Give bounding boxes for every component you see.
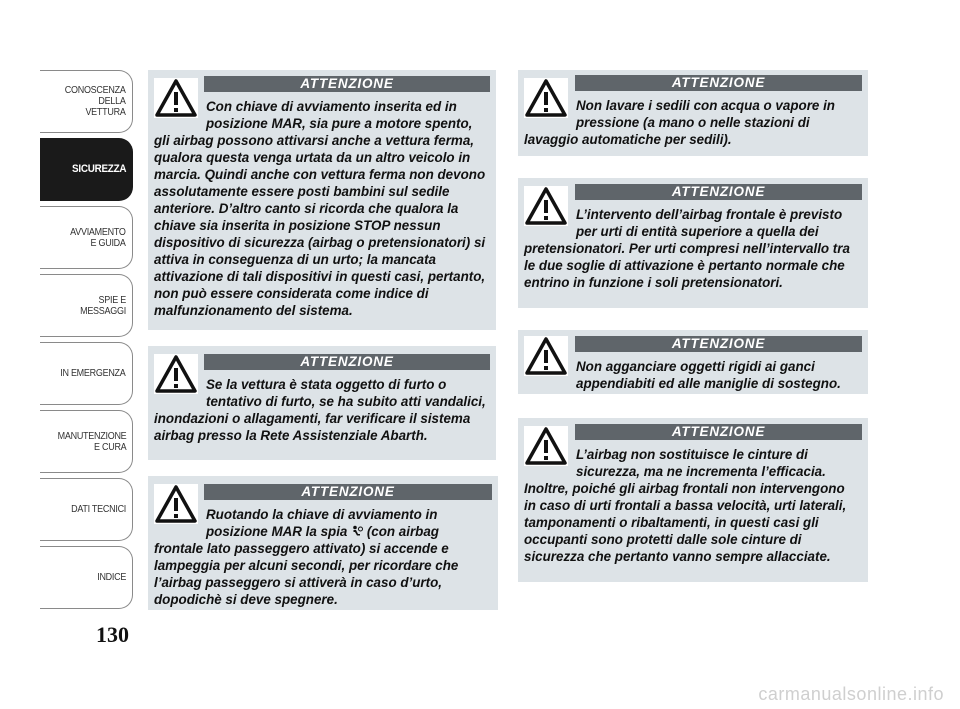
warning-triangle-icon	[154, 354, 198, 394]
section-sidebar	[40, 70, 133, 614]
warning-triangle-icon	[524, 336, 568, 376]
tab-label: INDICE	[97, 572, 126, 583]
tab-label: AVVIAMENTO E GUIDA	[70, 226, 126, 249]
page-number: 130	[96, 622, 129, 647]
warning-triangle-icon	[154, 78, 198, 118]
warning-title: ATTENZIONE	[575, 424, 862, 440]
warning-box	[148, 346, 496, 460]
warning-title: ATTENZIONE	[575, 75, 862, 91]
warning-box	[518, 178, 868, 308]
tab-dati-tecnici[interactable]	[40, 478, 133, 541]
warning-text: L’airbag non sostituisce le cinture di sicurezza, ma ne incrementa l’efficacia. Inoltre, poiché gli airbag frontali non intervengono in caso di urti frontali a bassa velocità, urti laterali, tamponamenti o ribaltamenti, in questi casi gli occupanti sono protetti dalle sole cinture di sicurezza che pertanto vanno sempre allacciate.	[524, 447, 847, 564]
warning-box	[148, 70, 496, 330]
warning-text: Non agganciare oggetti rigidi ai ganci appendiabiti ed alle maniglie di sostegno.	[576, 359, 841, 391]
tab-indice[interactable]	[40, 546, 133, 609]
warning-box	[518, 70, 868, 156]
warning-text-part: Ruotando la chiave di avviamento in posizione MAR la spia	[206, 507, 438, 539]
airbag-warning-light-icon	[351, 524, 363, 536]
warning-title: ATTENZIONE	[204, 76, 490, 92]
tab-sicurezza[interactable]	[40, 138, 133, 201]
warning-text: Se la vettura è stata oggetto di furto o tentativo di furto, se ha subito atti vandalici, inondazioni o allagamenti, far verificare il sistema airbag presso la Rete Assistenziale Abarth.	[154, 377, 486, 443]
warning-triangle-icon	[154, 484, 198, 524]
watermark: carmanualsonline.info	[758, 684, 944, 704]
warning-triangle-icon	[524, 78, 568, 118]
warning-title: ATTENZIONE	[204, 484, 492, 500]
tab-manutenzione-e-cura[interactable]	[40, 410, 133, 473]
warning-box	[148, 476, 498, 610]
tab-spie-e-messaggi[interactable]	[40, 274, 133, 337]
tab-label: MANUTENZIONE E CURA	[57, 430, 126, 453]
warning-title: ATTENZIONE	[575, 336, 862, 352]
warning-title: ATTENZIONE	[575, 184, 862, 200]
warning-title: ATTENZIONE	[204, 354, 490, 370]
warning-box	[518, 330, 868, 394]
tab-label: DATI TECNICI	[71, 504, 126, 515]
tab-label: SPIE E MESSAGGI	[80, 294, 126, 317]
tab-label: SICUREZZA	[71, 163, 126, 175]
warning-triangle-icon	[524, 186, 568, 226]
tab-label: CONOSCENZA DELLA VETTURA	[65, 85, 126, 118]
warning-text: L’intervento dell’airbag frontale è previsto per urti di entità superiore a quella dei pretensionatori. Per urti compresi nell’intervallo tra le due soglie di attivazione è pertanto normale che entrino in funzione i soli pretensionatori.	[524, 207, 850, 290]
warning-box	[518, 418, 868, 582]
warning-triangle-icon	[524, 426, 568, 466]
tab-label: IN EMERGENZA	[60, 368, 126, 379]
tab-in-emergenza[interactable]	[40, 342, 133, 405]
tab-conoscenza-della-vettura[interactable]	[40, 70, 133, 133]
tab-avviamento-e-guida[interactable]	[40, 206, 133, 269]
warning-text: Con chiave di avviamento inserita ed in posizione MAR, sia pure a motore spento, gli airbag possono attivarsi anche a vettura ferma, qualora questa venga urtata da un altro veicolo in marcia. Quindi anche con vettura ferma non devono assolutamente essere posti bambini sul sedile anteriore. D’altro canto si ricorda che qualora la chiave sia inserita in posizione STOP nessun dispositivo di sicurezza (airbag o pretensionatori) si attiva in conseguenza di un urto; la mancata attivazione di tali dispositivi in questi casi, pertanto, non può essere considerata come indice di malfunzionamento del sistema.	[154, 99, 486, 318]
warning-text-part: (con airbag frontale lato passeggero attivato) si accende e lampeggia per alcuni secondi, per ricordare che l’airbag passeggero si attiverà in caso d’urto, dopodichè si deve spegnere.	[154, 524, 459, 607]
warning-text: Non lavare i sedili con acqua o vapore in pressione (a mano o nelle stazioni di lavaggio automatiche per sedili).	[524, 98, 835, 147]
